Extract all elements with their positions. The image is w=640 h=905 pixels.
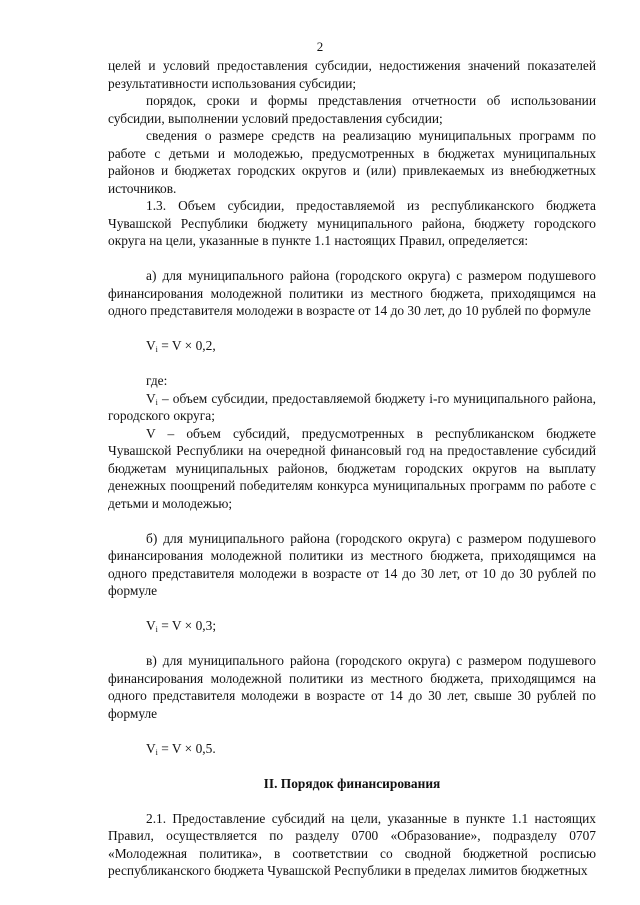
formula-subscript: i bbox=[155, 345, 158, 354]
page-number: 2 bbox=[316, 39, 324, 54]
definition-vi bbox=[108, 390, 596, 425]
paragraph: сведения о размере средств на реализацию муниципальных программ по работе с детьми и молодежью, предусмотренных в бюджетах муниципальных районов и бюджетах городских округов и (или) привлекаемых из внебюджетных источников. bbox=[108, 128, 596, 196]
document-body bbox=[108, 57, 596, 880]
paragraph: целей и условий предоставления субсидии, недостижения значений показателей результативности использования субсидии; bbox=[108, 58, 596, 91]
paragraph-1-3: 1.3. Объем субсидии, предоставляемой из республиканского бюджета Чувашской Республики бюджету муниципального района, бюджету городского округа на цели, указанные в пункте 1.1 настоящих Правил, определяется: bbox=[108, 198, 596, 248]
formula-symbol: V bbox=[146, 740, 156, 756]
paragraph-case-a: а) для муниципального района (городского округа) с размером подушевого финансирования молодежной политики из местного бюджета, приходящимся на одного представителя молодежи в возрасте от 14 до 30 лет, до 10 рублей по формуле bbox=[108, 268, 596, 318]
formula-rhs: = V × 0,2, bbox=[157, 338, 216, 353]
formula-rhs: = V × 0,3; bbox=[157, 618, 217, 633]
formula-rhs: = V × 0,5. bbox=[157, 740, 216, 756]
paragraph-case-b: б) для муниципального района (городского округа) с размером подушевого финансирования молодежной политики из местного бюджета, приходящимся на одного представителя молодежи в возрасте от 14 до 30 лет, от 10 до 30 рублей по формуле bbox=[108, 530, 596, 598]
definition-symbol: V bbox=[146, 390, 156, 406]
formula-subscript: i bbox=[155, 747, 158, 757]
paragraph-2-1: 2.1. Предоставление субсидий на цели, указанные в пункте 1.1 настоящих Правил, осуществляется по разделу 0700 «Образование», подразделу 0707 «Молодежная политика», в соответствии со сводной бюджетной росписью республиканского бюджета Чувашской Республики в пределах лимитов бюджетных bbox=[108, 810, 596, 878]
paragraph: порядок, сроки и формы представления отчетности об использовании субсидии, выполнении условий предоставления субсидии; bbox=[108, 93, 596, 126]
formula-symbol: V bbox=[146, 338, 156, 353]
section-heading: II. Порядок финансирования bbox=[263, 775, 441, 791]
where-label: где: bbox=[146, 373, 168, 388]
formula-symbol: V bbox=[146, 618, 156, 633]
definition-subscript: i bbox=[155, 397, 158, 407]
definition-text: – объем субсидии, предоставляемой бюджету i-го муниципального района, городского округа; bbox=[108, 390, 596, 423]
paragraph-case-c: в) для муниципального района (городского округа) с размером подушевого финансирования молодежной политики из местного бюджета, приходящимся на одного представителя молодежи в возрасте от 14 до 30 лет, свыше 30 рублей по формуле bbox=[108, 653, 596, 721]
formula-c bbox=[108, 740, 596, 758]
definition-v: V – объем субсидий, предусмотренных в республиканском бюджете Чувашской Республики на очередной финансовый год на предоставление субсидий бюджетам муниципальных районов, бюджетам городских округов на выплату денежных поощрений победителям конкурса муниципальных программ по работе с детьми и молодежью; bbox=[108, 425, 596, 511]
formula-subscript: i bbox=[155, 625, 158, 634]
formula-a bbox=[108, 337, 596, 355]
formula-b bbox=[108, 617, 596, 635]
